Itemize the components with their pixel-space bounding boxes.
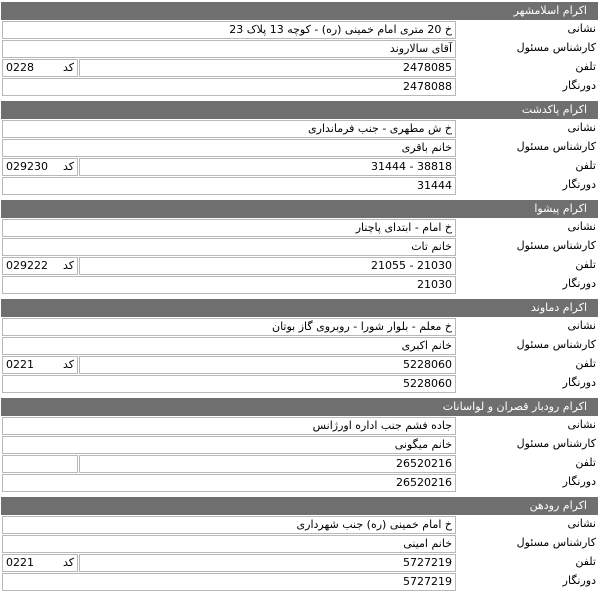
office-title-text: اکرام رودبار قصران و لواسانات [442, 400, 587, 413]
fax-label: دورنگار [457, 375, 598, 393]
contact-value: خانم تات [2, 238, 456, 256]
address-value: جاده فشم جنب اداره اورژانس [2, 417, 456, 435]
fax-row [1, 474, 598, 492]
address-value: خ معلم - بلوار شورا - روبروی گاز بوتان [2, 318, 456, 336]
office-title-text: اکرام دماوند [530, 301, 587, 314]
phone-label: تلفن [457, 257, 598, 275]
phone-value: 5228060 [79, 356, 456, 374]
address-row [1, 120, 598, 138]
area-code-label: کد [62, 358, 74, 371]
address-row [1, 516, 598, 534]
area-code-cell [2, 257, 78, 275]
phone-label: تلفن [457, 455, 598, 473]
fax-value: 2478088 [2, 78, 456, 96]
office-title [1, 2, 598, 20]
address-label: نشانی [457, 417, 598, 435]
area-code-value: 0221 [6, 358, 34, 371]
contact-label: کارشناس مسئول [457, 40, 598, 58]
contact-value: خانم امینی [2, 535, 456, 553]
address-label: نشانی [457, 21, 598, 39]
phone-row [1, 554, 598, 572]
address-label: نشانی [457, 219, 598, 237]
phone-value: 5727219 [79, 554, 456, 572]
area-code-label: کد [62, 160, 74, 173]
phone-row [1, 257, 598, 275]
fax-label: دورنگار [457, 177, 598, 195]
office-title [1, 299, 598, 317]
address-row [1, 318, 598, 336]
contact-value: آقای سالاروند [2, 40, 456, 58]
address-label: نشانی [457, 120, 598, 138]
contact-label: کارشناس مسئول [457, 238, 598, 256]
office-title-text: اکرام اسلامشهر [513, 4, 587, 17]
phone-value: 2478085 [79, 59, 456, 77]
address-value: خ امام خمینی (ره) جنب شهرداری [2, 516, 456, 534]
office-title [1, 200, 598, 218]
phone-value: 31444 - 38818 [79, 158, 456, 176]
fax-value: 31444 [2, 177, 456, 195]
contact-label: کارشناس مسئول [457, 535, 598, 553]
area-code-cell [2, 455, 78, 473]
fax-row [1, 375, 598, 393]
fax-value: 26520216 [2, 474, 456, 492]
address-label: نشانی [457, 318, 598, 336]
contact-row [1, 40, 598, 58]
address-value: خ ش مطهری - جنب فرمانداری [2, 120, 456, 138]
area-code-label: کد [62, 61, 74, 74]
office-title [1, 497, 598, 515]
office-title-text: اکرام رودهن [529, 499, 587, 512]
fax-row [1, 177, 598, 195]
phone-value: 21055 - 21030 [79, 257, 456, 275]
phone-row [1, 356, 598, 374]
phone-row [1, 158, 598, 176]
fax-value: 21030 [2, 276, 456, 294]
office-title-text: اکرام پاکدشت [521, 103, 587, 116]
fax-row [1, 573, 598, 591]
area-code-value: 0221 [6, 556, 34, 569]
area-code-value: 029222 [6, 259, 48, 272]
area-code-cell [2, 59, 78, 77]
address-value: خ 20 متری امام خمینی (ره) - کوچه 13 پلاک 23 [2, 21, 456, 39]
office-title [1, 398, 598, 416]
area-code-label: کد [62, 259, 74, 272]
contact-label: کارشناس مسئول [457, 337, 598, 355]
fax-label: دورنگار [457, 276, 598, 294]
area-code-label: کد [62, 556, 74, 569]
area-code-cell [2, 356, 78, 374]
phone-value: 26520216 [79, 455, 456, 473]
area-code-cell [2, 158, 78, 176]
fax-value: 5228060 [2, 375, 456, 393]
contact-value: خانم باقری [2, 139, 456, 157]
contact-label: کارشناس مسئول [457, 139, 598, 157]
contact-row [1, 337, 598, 355]
address-row [1, 21, 598, 39]
area-code-cell [2, 554, 78, 572]
office-title [1, 101, 598, 119]
fax-label: دورنگار [457, 573, 598, 591]
area-code-value: 029230 [6, 160, 48, 173]
office-title-text: اکرام پیشوا [534, 202, 587, 215]
contact-row [1, 535, 598, 553]
fax-label: دورنگار [457, 78, 598, 96]
phone-label: تلفن [457, 59, 598, 77]
address-row [1, 219, 598, 237]
fax-label: دورنگار [457, 474, 598, 492]
contact-value: خانم اکبری [2, 337, 456, 355]
fax-row [1, 276, 598, 294]
phone-label: تلفن [457, 356, 598, 374]
contact-value: خانم میگونی [2, 436, 456, 454]
contact-row [1, 436, 598, 454]
phone-label: تلفن [457, 554, 598, 572]
contact-row [1, 139, 598, 157]
contact-row [1, 238, 598, 256]
area-code-value: 0228 [6, 61, 34, 74]
phone-row [1, 455, 598, 473]
contact-label: کارشناس مسئول [457, 436, 598, 454]
address-value: خ امام - ابتدای پاچنار [2, 219, 456, 237]
address-label: نشانی [457, 516, 598, 534]
phone-row [1, 59, 598, 77]
phone-label: تلفن [457, 158, 598, 176]
fax-value: 5727219 [2, 573, 456, 591]
fax-row [1, 78, 598, 96]
address-row [1, 417, 598, 435]
